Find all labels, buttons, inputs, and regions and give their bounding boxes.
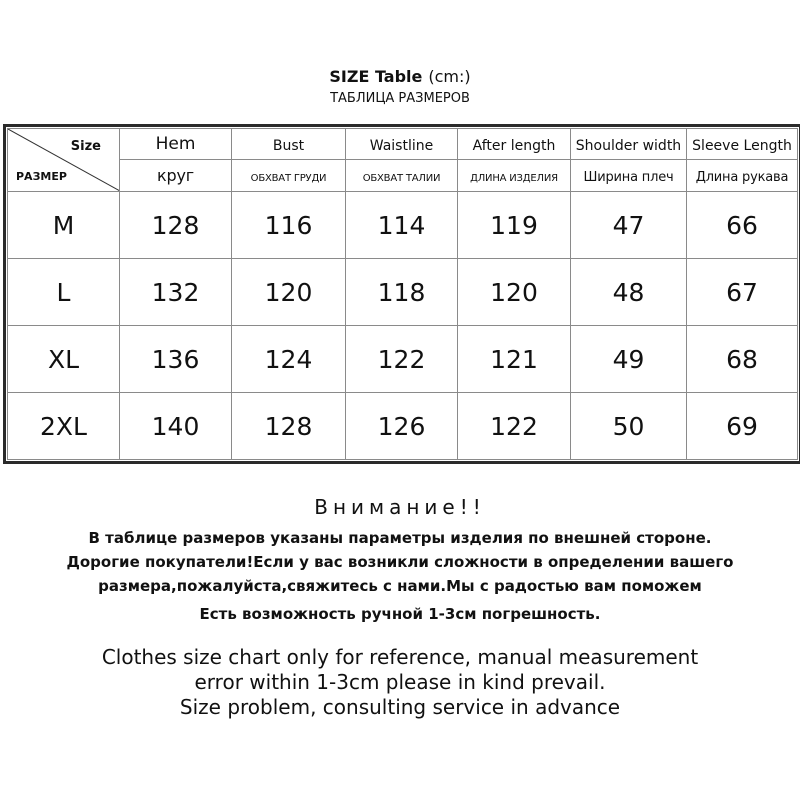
notice-line: В таблице размеров указаны параметры изделия по внешней стороне. xyxy=(88,529,712,547)
corner-size-label: Size xyxy=(70,139,101,154)
table-cell: 140 xyxy=(120,393,232,460)
notice-block xyxy=(0,494,800,626)
col-header-ru xyxy=(571,160,687,192)
corner-header-cell xyxy=(8,129,120,192)
table-cell: 48 xyxy=(571,259,687,326)
table-cell: 47 xyxy=(571,192,687,259)
disclaimer-line: error within 1-3cm please in kind prevail. xyxy=(194,670,606,694)
disclaimer-line: Clothes size chart only for reference, manual measurement xyxy=(101,645,699,669)
table-row-xl xyxy=(8,326,798,393)
size-cell: XL xyxy=(8,326,120,393)
title-block xyxy=(0,66,800,108)
table-cell: 132 xyxy=(120,259,232,326)
size-cell: L xyxy=(8,259,120,326)
table-cell: 114 xyxy=(346,192,458,259)
table-cell: 67 xyxy=(687,259,798,326)
table-cell: 121 xyxy=(458,326,571,393)
table-cell: 136 xyxy=(120,326,232,393)
table-cell: 116 xyxy=(232,192,346,259)
col-header-en-label: After length xyxy=(472,137,556,154)
col-header-en-label: Bust xyxy=(272,137,305,154)
col-header-ru-label: круг xyxy=(157,166,194,185)
table-cell: 118 xyxy=(346,259,458,326)
table-cell: 120 xyxy=(458,259,571,326)
table-cell: 119 xyxy=(458,192,571,259)
col-header-en-label: Sleeve Length xyxy=(692,137,792,154)
header-row-ru xyxy=(8,160,798,192)
notice-title: Внимание!! xyxy=(314,495,486,519)
table-cell: 50 xyxy=(571,393,687,460)
table-cell: 128 xyxy=(232,393,346,460)
size-cell: 2XL xyxy=(8,393,120,460)
col-header-ru xyxy=(232,160,346,192)
col-header-en xyxy=(232,129,346,160)
col-header-ru xyxy=(346,160,458,192)
table-row-l xyxy=(8,259,798,326)
title-unit: (cm:) xyxy=(428,67,471,86)
header-row-en xyxy=(8,129,798,160)
col-header-en xyxy=(687,129,798,160)
col-header-en-label: Waistline xyxy=(369,137,434,154)
table-row-m xyxy=(8,192,798,259)
col-header-ru-label: Длина рукава xyxy=(695,170,789,185)
col-header-ru-label: ДЛИНА ИЗДЕЛИЯ xyxy=(470,173,558,184)
table-cell: 126 xyxy=(346,393,458,460)
table-cell: 66 xyxy=(687,192,798,259)
notice-line: Дорогие покупатели!Если у вас возникли сложности в определении вашего xyxy=(66,553,734,571)
col-header-ru xyxy=(687,160,798,192)
title-text: SIZE Table xyxy=(329,67,423,86)
col-header-en-label: Shoulder width xyxy=(575,137,682,154)
table-cell: 68 xyxy=(687,326,798,393)
table-cell: 69 xyxy=(687,393,798,460)
notice-line: размера,пожалуйста,свяжитесь с нами.Мы с радостью вам поможем xyxy=(98,577,702,595)
col-header-ru-label: ОБХВАТ ТАЛИИ xyxy=(362,173,441,184)
table-cell: 49 xyxy=(571,326,687,393)
page-title xyxy=(0,66,800,88)
size-cell: M xyxy=(8,192,120,259)
col-header-ru-label: ОБХВАТ ГРУДИ xyxy=(250,173,327,184)
disclaimer-block xyxy=(0,645,800,720)
table-cell: 120 xyxy=(232,259,346,326)
col-header-ru-label: Ширина плеч xyxy=(583,170,674,185)
page-subtitle: ТАБЛИЦА РАЗМЕРОВ xyxy=(330,91,470,106)
col-header-en-label: Hem xyxy=(155,134,196,154)
col-header-en xyxy=(458,129,571,160)
table-row-2xl xyxy=(8,393,798,460)
col-header-ru xyxy=(120,160,232,192)
col-header-en xyxy=(346,129,458,160)
table-cell: 122 xyxy=(346,326,458,393)
disclaimer-line: Size problem, consulting service in advance xyxy=(179,695,621,719)
corner-razmer-label: РАЗМЕР xyxy=(16,170,67,183)
notice-line: Есть возможность ручной 1-3см погрешность. xyxy=(199,605,601,623)
col-header-en xyxy=(120,129,232,160)
table-cell: 128 xyxy=(120,192,232,259)
table-cell: 124 xyxy=(232,326,346,393)
table-cell: 122 xyxy=(458,393,571,460)
col-header-ru xyxy=(458,160,571,192)
col-header-en xyxy=(571,129,687,160)
size-table xyxy=(7,128,798,460)
